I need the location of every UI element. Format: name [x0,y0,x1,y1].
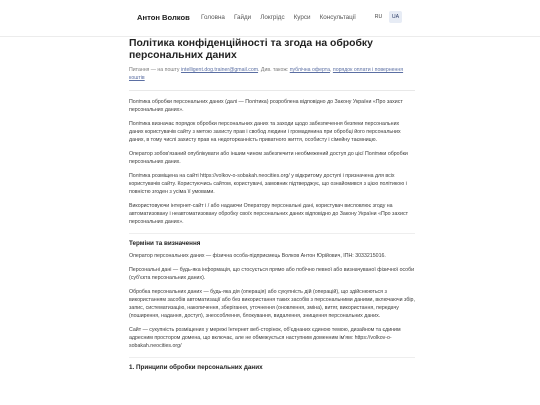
paragraph: Політика обробки персональних даних (далі — Політика) розроблена відповідно до Закону України «Про захист персональних даних». [129,98,403,113]
paragraph: Використовуючи інтернет-сайт і / або надаючи Оператору персональні дані, користувач висловлює згоду на автоматизовану і неавтоматизовану обробку своїх персональних даних відповідно до Закону України «Про захист персональних даних». [129,202,408,225]
language-switcher [372,11,402,23]
paragraph: Сайт — сукупність розміщених у мережі Інтернет веб-сторінок, об'єднаних єдиною темою, дизайном та єдиним адресним простором домена, що включає, але не обмежується наступним доменним ім'ям: https://volkov-o-sobakah.neocities.org/ [129,327,401,349]
page-title: Політика конфіденційності та згода на обробку персональних даних [129,38,373,61]
section-title: Терміни та визначення [129,239,201,247]
top-navigation-bar [0,0,540,37]
meta-prefix: Питання — на пошту [129,67,180,73]
next-section-title: 1. Принципи обробки персональних даних [129,364,263,372]
payment-refund-link[interactable]: порядок оплати і повернення коштів [129,67,404,81]
public-offer-link[interactable]: публічна оферта [289,67,330,73]
paragraph: Обробка персональних даних — будь-яка дія (операція) або сукупність дій (операцій), що здійснюються з використанням засобів автоматизації або без використання таких засобів з персональними даними, включаючи збір, запис, систематизацію, накопичення, зберігання, уточнення (оновлення, зміна), витяг, використання, передачу (поширення, надання, доступ), знеособлення, блокування, видалення, знищення персональних даних. [129,289,415,319]
section-divider [129,357,415,358]
meta-mid: . Див. також: [258,67,289,73]
email-link[interactable]: intelligent.dog.trainer@gmail.com [180,67,259,73]
paragraph: Персональні дані — будь-яка інформація, що стосується прямо або побічно певної або визначуваної фізичної особи (суб'єкта персональних даних). [129,267,415,281]
nav-link-longreads[interactable]: Локгрідс [260,14,285,21]
main-nav [201,14,365,21]
section-divider [129,233,415,234]
paragraph: Оператор персональних даних — фізична особа-підприємець Волков Антон Юрійович, ІПН: 3033215016. [129,252,386,259]
article [129,38,415,377]
divider [129,90,415,91]
paragraph: Політика визначає порядок обробки персональних даних та заходи щодо забезпечення безпеки персональних даних користувачів сайту з метою захисту прав і свобод людини і громадянина при обробці його персональних даних, в тому числі захисту прав на недоторканність приватного життя, особисту і сімейну таємницю. [129,120,401,143]
brand-name[interactable]: Антон Волков [137,13,190,22]
paragraph: Політика розміщена на сайті https://volkov-o-sobakah.neocities.org/ у відкритому доступі і призначена для всіх користувачів сайту. Користуючись сайтом, користувачі, замовник підтверджує, що ознайомився з цією політикою і повністю згоден з усіма її умовами. [129,172,407,195]
nav-link-guides[interactable]: Гайди [233,14,252,21]
lang-ua-button[interactable]: UA [389,11,402,23]
nav-link-courses[interactable]: Курси [293,14,311,21]
nav-link-home[interactable]: Головна [201,14,225,21]
nav-link-consultations[interactable]: Консультації [319,14,356,21]
article-meta: Питання — на пошту intelligent.dog.trainer@gmail.com. Див. також: публічна оферта, порядок оплати і повернення коштів [129,67,404,81]
paragraph: Оператор зобов'язаний опублікувати або іншим чином забезпечити необмежений доступ до цієї Політики обробки персональних даних. [129,150,408,165]
lang-ru-button[interactable]: RU [374,14,383,20]
